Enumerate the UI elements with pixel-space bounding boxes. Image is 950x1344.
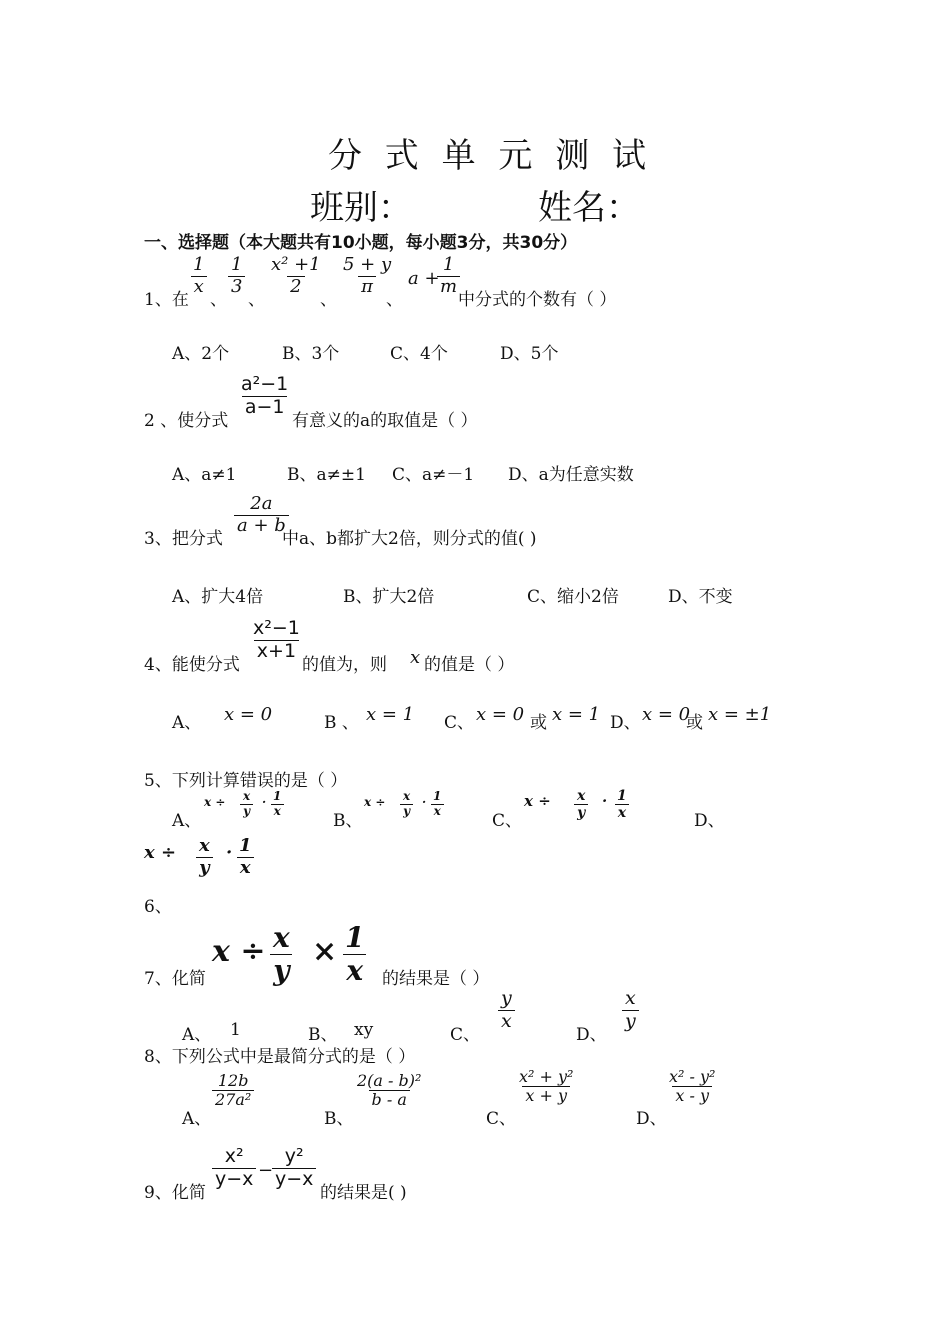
q4-option-c-label: C、 [444, 713, 475, 733]
q4-option-c-or: 或 [530, 713, 547, 733]
q4-var: x [410, 647, 421, 668]
q1-option-a: A、2个 [172, 344, 230, 364]
q4-middle: 的值为，则 [302, 655, 387, 675]
q1-sep: 、 [248, 290, 265, 310]
q5-d-frac2: 1 x [236, 836, 255, 878]
q3-option-b: B、扩大2倍 [343, 587, 435, 607]
q9-frac2: y² y−x [272, 1146, 316, 1191]
q3-option-a: A、扩大4倍 [172, 587, 264, 607]
q3-fraction: 2a a + b [234, 494, 289, 536]
q1-prefix: 1、在 [144, 290, 189, 310]
q4-option-c-expr: x = 0 [476, 704, 525, 725]
q5-c-expr: x ÷ [524, 792, 551, 810]
class-label: 班别： [310, 188, 412, 228]
q8-option-b-frac: 2(a - b)² b - a [357, 1071, 422, 1110]
q9-suffix: 的结果是( ) [320, 1183, 407, 1203]
q5-b-expr: x ÷ [364, 795, 386, 809]
q1-fraction-1: 1 x [190, 255, 207, 297]
q1-fraction-4: 5 + y π [343, 254, 392, 297]
q5-d-expr: x ÷ [144, 842, 177, 863]
q5-b-frac: x y [400, 790, 413, 819]
q1-option-d: D、5个 [500, 344, 559, 364]
q5-text: 5、下列计算错误的是（ ） [144, 771, 348, 791]
section-heading: 一、选择题（本大题共有10小题，每小题3分，共30分） [144, 233, 578, 253]
q7-option-b: B、 [308, 1025, 338, 1045]
q6-text: 6、 [144, 897, 172, 917]
q8-option-a: A、 [182, 1109, 212, 1129]
q5-b-frac2: 1 x [430, 790, 444, 819]
q3-suffix: 中a、b都扩大2倍，则分式的值( ) [282, 529, 537, 549]
q4-suffix: 的值是（ ） [424, 655, 515, 675]
q8-option-d: D、 [636, 1109, 667, 1129]
q4-option-a-label: A、 [172, 713, 202, 733]
q7-prefix: 7、化简 [144, 969, 206, 989]
q2-option-c: C、a≠－1 [392, 465, 475, 485]
q3-option-d: D、不变 [668, 587, 733, 607]
q2-option-a: A、a≠1 [172, 465, 237, 485]
q1-option-c: C、4个 [390, 344, 448, 364]
q7-times: × [312, 934, 338, 969]
q1-fraction-3: x² +1 2 [271, 254, 321, 297]
q1-suffix: 中分式的个数有（ ） [458, 290, 617, 310]
q8-option-b: B、 [324, 1109, 354, 1129]
page-title: 分 式 单 元 测 试 [328, 136, 653, 176]
q5-d-dot: · [226, 842, 233, 863]
q7-expr: x ÷ [212, 934, 266, 969]
q7-option-c-frac: y x [498, 988, 515, 1033]
q7-suffix: 的结果是（ ） [382, 969, 490, 989]
q1-fraction-5-pre: a + [408, 268, 440, 289]
q2-option-b: B、a≠±1 [287, 465, 366, 485]
q9-frac1: x² y−x [212, 1146, 256, 1191]
q3-prefix: 3、把分式 [144, 529, 223, 549]
q5-option-d: D、 [694, 811, 725, 831]
q1-sep: 、 [386, 290, 403, 310]
q5-a-dot: · [262, 795, 267, 809]
q8-option-c-frac: x² + y² x + y [519, 1067, 574, 1106]
q7-frac2: 1 x [345, 921, 365, 988]
q4-option-d-expr2: x = ±1 [708, 704, 772, 725]
q4-prefix: 4、能使分式 [144, 655, 240, 675]
q1-fraction-2: 1 3 [228, 255, 245, 297]
q8-option-c: C、 [486, 1109, 517, 1129]
q4-option-d-or: 或 [686, 713, 703, 733]
q2-option-d: D、a为任意实数 [508, 465, 634, 485]
q5-d-frac: x y [196, 836, 213, 878]
q9-prefix: 9、化简 [144, 1183, 206, 1203]
q7-option-a-value: 1 [230, 1020, 241, 1040]
q8-option-a-frac: 12b 27a² [212, 1072, 254, 1110]
q7-option-a: A、 [182, 1025, 212, 1045]
q4-option-a-expr: x = 0 [224, 704, 273, 725]
q7-frac: x y [270, 922, 293, 987]
q1-sep: 、 [210, 290, 227, 310]
q5-c-frac2: 1 x [614, 788, 630, 821]
q4-option-c-expr2: x = 1 [552, 704, 601, 725]
q7-option-c: C、 [450, 1025, 481, 1045]
q4-option-d-expr: x = 0 [642, 704, 691, 725]
q5-b-dot: · [422, 795, 427, 809]
q7-option-d: D、 [576, 1025, 607, 1045]
q8-text: 8、下列公式中是最简分式的是（ ） [144, 1047, 416, 1067]
q5-a-frac: x y [240, 790, 253, 819]
q5-a-expr: x ÷ [204, 795, 226, 809]
q5-a-frac2: 1 x [270, 790, 284, 819]
q9-minus: − [258, 1160, 274, 1181]
q4-fraction: x²−1 x+1 [253, 617, 300, 662]
q4-option-b-expr: x = 1 [366, 704, 415, 725]
q3-option-c: C、缩小2倍 [527, 587, 619, 607]
q4-option-b-label: B 、 [324, 713, 359, 733]
q2-fraction: a²−1 a−1 [241, 373, 289, 418]
q4-option-d-label: D、 [610, 713, 641, 733]
q7-option-d-frac: x y [622, 988, 639, 1033]
q1-option-b: B、3个 [282, 344, 340, 364]
q1-sep: 、 [320, 290, 337, 310]
q1-fraction-5: 1 m [437, 255, 460, 297]
q5-c-frac: x y [574, 788, 588, 821]
q5-option-b: B、 [333, 811, 363, 831]
q2-prefix: 2 、使分式 [144, 411, 229, 431]
q8-option-d-frac: x² - y² x - y [669, 1067, 716, 1106]
q7-option-b-value: xy [354, 1020, 374, 1040]
q2-suffix: 有意义的a的取值是（ ） [292, 411, 478, 431]
name-label: 姓名： [538, 188, 640, 228]
q5-option-a: A、 [172, 811, 202, 831]
q5-c-dot: · [602, 792, 608, 810]
q5-option-c: C、 [492, 811, 523, 831]
